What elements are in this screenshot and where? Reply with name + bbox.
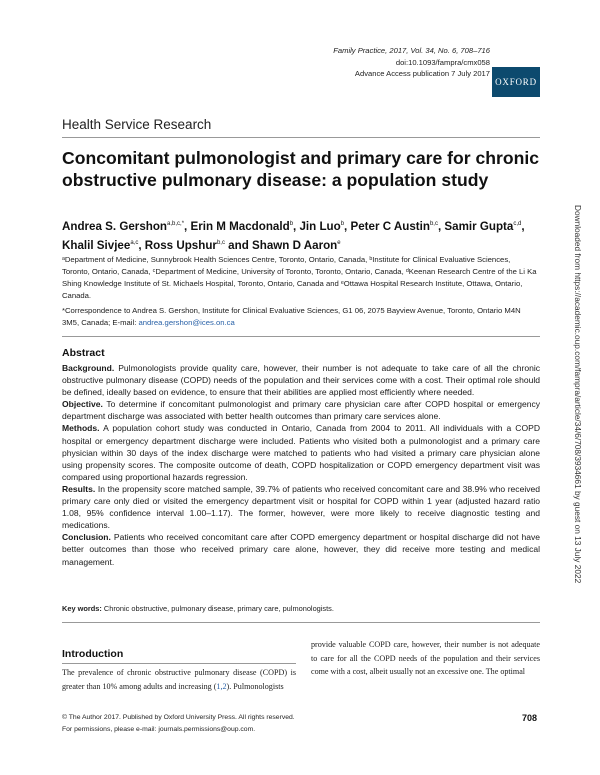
author-affiliation-marker: e bbox=[337, 239, 341, 246]
objective-text: To determine if concomitant pulmonologist and primary care physician care after COPD hospital or emergency department discharge was associated with better health outcomes than primary care services alone. bbox=[62, 399, 540, 422]
footer bbox=[62, 712, 295, 736]
author-separator: , bbox=[521, 219, 525, 233]
author-separator: , bbox=[344, 219, 351, 233]
oxford-logo: OXFORD bbox=[492, 67, 540, 97]
objective-label: Objective. bbox=[62, 399, 103, 410]
journal-header bbox=[333, 45, 490, 80]
abstract-heading: Abstract bbox=[62, 347, 105, 359]
article-title: Concomitant pulmonologist and primary care for chronic obstructive pulmonary disease: a population study bbox=[62, 148, 540, 190]
doi: doi:10.1093/fampra/cmx058 bbox=[395, 57, 490, 67]
keywords-text: Chronic obstructive, pulmonary disease, primary care, pulmonologists. bbox=[101, 604, 334, 613]
results-text: In the propensity score matched sample, 39.7% of patients who received concomitant care and 38.9% who received primary care only died or visited the emergency department visit or hospital for COPD within 1 year (adjusted hazard ratio 1.08, 95% confidence interval 1.00–1.17). The former, however, were more likely to receive diagnostic testing and medications. bbox=[62, 483, 540, 531]
author-name: Erin M Macdonald bbox=[190, 219, 290, 233]
reference-link[interactable]: 1,2 bbox=[216, 681, 227, 691]
author-affiliation-marker: b,c bbox=[216, 239, 225, 246]
author-separator: and bbox=[224, 238, 253, 252]
intro-column-2: provide valuable COPD care, however, their number is not adequate to care for all the COPD needs of the population and their services come with a cost, albeit usually not an excessive one. The optimal bbox=[311, 640, 540, 676]
author-list bbox=[62, 216, 542, 254]
author-affiliation-marker: a,c bbox=[130, 239, 139, 246]
affiliations: ᵃDepartment of Medicine, Sunnybrook Health Sciences Centre, Toronto, Ontario, Canada, ᵇInstitute for Clinical Evaluative Sciences, Toronto, Ontario, Canada, ᶜDepartment of Medicine, University of Toronto, Toronto, Ontario, Canada, ᵈKeenan Research Centre of the Li Ka Shing Knowledge Institute of St. Michaels Hospital, Toronto, Ontario, Canada and ᵉOttawa Hospital Research Institute, Ottawa, Ontario, Canada. bbox=[62, 255, 537, 300]
section-rule bbox=[62, 137, 540, 138]
advance-access: Advance Access publication 7 July 2017 bbox=[354, 69, 490, 78]
background-text: Pulmonologists provide quality care, however, their number is not adequate to take care of all the chronic obstructive pulmonary disease (COPD) needs of the population and their services come with a cost. Their optimal role should be defined, ideally based on evidence, to ensure that their abilities are applied most efficiently where needed. bbox=[62, 363, 540, 398]
author-separator: , bbox=[293, 219, 300, 233]
author-affiliation-marker: b bbox=[289, 221, 294, 227]
author-name: Andrea S. Gershon bbox=[62, 219, 168, 233]
author-separator: , bbox=[138, 238, 145, 252]
keywords bbox=[62, 604, 334, 613]
abstract-bottom-rule bbox=[62, 622, 540, 623]
author-separator: , bbox=[437, 219, 445, 233]
results-label: Results. bbox=[62, 483, 96, 494]
introduction-heading: Introduction bbox=[62, 648, 124, 660]
email-link[interactable]: andrea.gershon@ices.on.ca bbox=[138, 318, 235, 327]
author-separator: , bbox=[184, 219, 191, 233]
page-number: 708 bbox=[522, 713, 538, 723]
author-name: Shawn D Aaron bbox=[252, 238, 338, 252]
download-notice: Downloaded from https://academic.oup.com/fampra/article/34/6/708/3934661 by guest on 13 July 2022 bbox=[573, 205, 583, 584]
background-label: Background. bbox=[62, 363, 115, 373]
intro-text-b: ). Pulmonologists bbox=[226, 681, 284, 691]
author-name: Khalil Sivjee bbox=[62, 238, 131, 252]
conclusion-label: Conclusion. bbox=[62, 532, 111, 543]
abstract-body bbox=[62, 362, 540, 568]
abstract-methods bbox=[62, 422, 540, 482]
methods-label: Methods. bbox=[62, 423, 100, 434]
abstract-conclusion bbox=[62, 531, 540, 567]
author-name: Ross Upshur bbox=[144, 238, 217, 252]
abstract-background bbox=[62, 362, 540, 398]
author-affiliation-marker: b bbox=[340, 221, 345, 227]
author-affiliation-marker: c,d bbox=[513, 221, 522, 227]
correspondence-text: *Correspondence to Andrea S. Gershon, Institute for Clinical Evaluative Sciences, G1 06, 2075 Bayview Avenue, Toronto, Ontario M4N 3M5, Canada; E-mail: bbox=[62, 306, 521, 327]
author-name: Samir Gupta bbox=[444, 219, 514, 233]
permissions: For permissions, please e-mail: journals.permissions@oup.com. bbox=[62, 726, 256, 733]
intro-rule bbox=[62, 663, 296, 664]
abstract-top-rule bbox=[62, 336, 540, 337]
intro-column-1 bbox=[62, 666, 296, 693]
section-heading: Health Service Research bbox=[62, 117, 212, 132]
author-name: Peter C Austin bbox=[350, 219, 430, 233]
intro-text-a: The prevalence of chronic obstructive pulmonary disease (COPD) is greater than 10% among adults and increasing ( bbox=[62, 668, 296, 691]
abstract-results bbox=[62, 483, 540, 531]
author-name: Jin Luo bbox=[299, 219, 341, 233]
journal-citation: Family Practice, 2017, Vol. 34, No. 6, 708–716 bbox=[333, 46, 490, 55]
author-affiliation-marker: b,c bbox=[429, 221, 438, 227]
correspondence bbox=[62, 305, 538, 329]
author-affiliation-marker: a,b,c,* bbox=[167, 221, 185, 227]
methods-text: A population cohort study was conducted in Ontario, Canada from 2004 to 2011. All individuals with a COPD hospital or emergency department discharge were included. Patients who visited both a pulmonologist and a primary care physician within 30 days of the index discharge were matched to patients who had visited a primary care physician alone using propensity scores. The composite outcome of death, COPD hospitalization or COPD emergency department visit was compared using proportional hazards regression. bbox=[62, 423, 540, 482]
keywords-label: Key words: bbox=[62, 604, 102, 613]
abstract-objective bbox=[62, 398, 540, 422]
copyright: © The Author 2017. Published by Oxford University Press. All rights reserved. bbox=[62, 714, 295, 721]
conclusion-text: Patients who received concomitant care after COPD emergency department or hospital discharge did not have better outcomes than those who received primary care alone, however, they did receive more testing and medical management. bbox=[62, 532, 540, 567]
